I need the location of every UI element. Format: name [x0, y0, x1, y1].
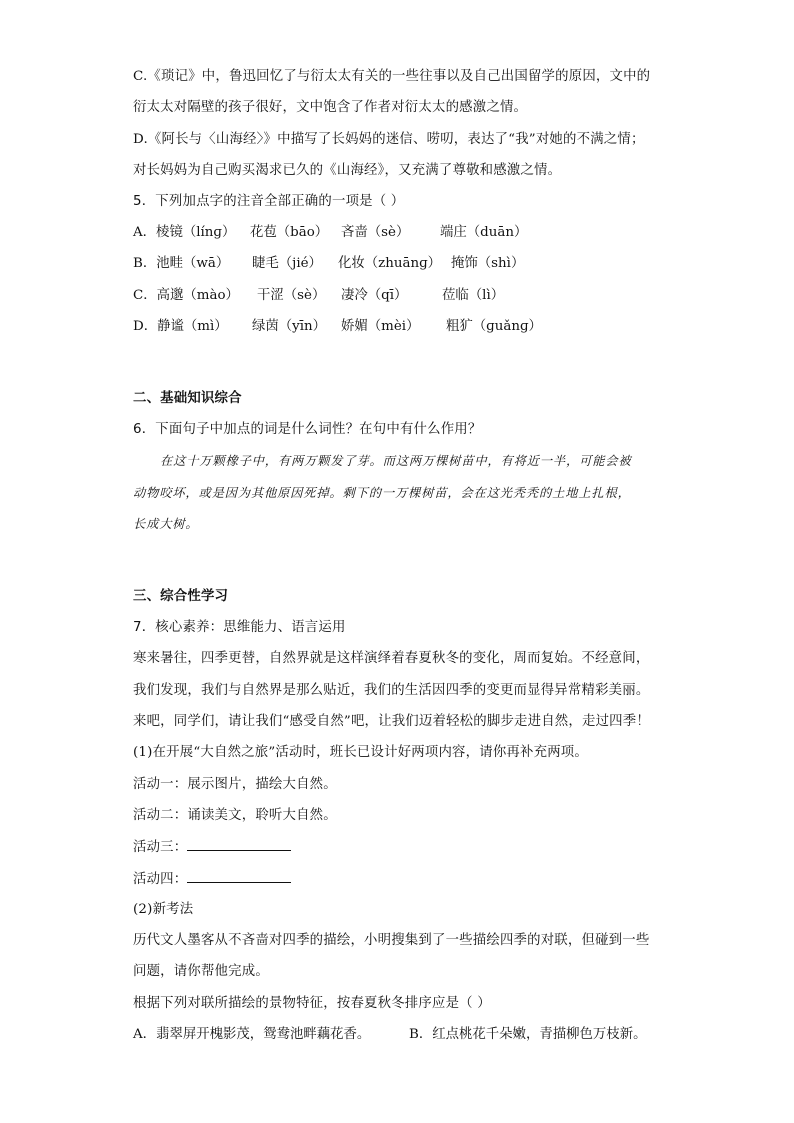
- q5-option-item: 掩饰（shì）: [451, 256, 525, 271]
- q7-para-line-2: 我们发现，我们与自然界是那么贴近，我们的生活因四季的变更而显得异常精彩美丽。: [133, 683, 650, 698]
- activity-3-answer-blank[interactable]: [187, 838, 291, 851]
- q7-subquestion-2: (2)新考法: [133, 902, 194, 917]
- q5-option-item: 凄冷（qī）: [341, 288, 408, 303]
- q5-option-item: 化妆（zhuānɡ）: [338, 256, 442, 271]
- option-d-line-1: D.《阿长与〈山海经〉》中描写了长妈妈的迷信、唠叨，表达了“我”对她的不满之情；: [133, 132, 645, 147]
- activity-4-row: [133, 870, 291, 889]
- q7-para-line-1: 寒来暑往，四季更替，自然界就是这样演绎着春夏秋冬的变化，周而复始。不经意间，: [133, 651, 650, 666]
- q5-option-label: B．池畦（wā）: [133, 256, 230, 271]
- activity-2: 活动二：诵读美文，聆听大自然。: [133, 808, 337, 823]
- q5-option-label: A．棱镜（línɡ）: [133, 225, 236, 240]
- q7-para-line-5: 问题，请你帮他完成。: [133, 964, 269, 979]
- q5-option-item: 花苞（bāo）: [250, 225, 329, 240]
- activity-3-label: 活动三：: [133, 840, 188, 855]
- q5-option-label: D．静谧（mì）: [133, 319, 228, 334]
- q7-subquestion-1: (1)在开展“大自然之旅”活动时，班长已设计好两项内容，请你再补充两项。: [133, 745, 588, 760]
- q7-option-b: B．红点桃花千朵嫩，青描柳色万枝新。: [409, 1027, 647, 1042]
- q5-option-item: 端庄（duān）: [440, 225, 528, 240]
- question-7: 7．核心素养：思维能力、语言运用: [133, 620, 346, 635]
- section-2-title: 二、基础知识综合: [133, 391, 242, 406]
- option-c-line-2: 衍太太对隔壁的孩子很好，文中饱含了作者对衍太太的感激之情。: [133, 100, 528, 115]
- passage-line-3: 长成大树。: [133, 517, 199, 531]
- q5-option-item: 吝啬（sè）: [341, 225, 410, 240]
- passage-line-2: 动物咬坏，或是因为其他原因死掉。剩下的一万棵树苗，会在这光秃秃的土地上扎根，: [133, 486, 631, 500]
- q5-option-item: 干涩（sè）: [257, 288, 326, 303]
- activity-3-row: [133, 838, 291, 857]
- q5-option-item: 睫毛（jié）: [252, 256, 322, 271]
- q7-para-line-6: 根据下列对联所描绘的景物特征，按春夏秋冬排序应是（ ）: [133, 996, 491, 1011]
- q5-option-label: C．高邈（mào）: [133, 288, 239, 303]
- question-5: 5．下列加点字的注音全部正确的一项是（ ）: [133, 194, 405, 209]
- q5-option-item: 粗犷（ɡuǎnɡ）: [446, 319, 542, 334]
- q7-para-line-4: 历代文人墨客从不吝啬对四季的描绘，小明搜集到了一些描绘四季的对联，但碰到一些: [133, 933, 650, 948]
- q5-option-item: 绿茵（yīn）: [252, 319, 327, 334]
- activity-1: 活动一：展示图片，描绘大自然。: [133, 777, 337, 792]
- q7-para-line-3: 来吧，同学们，请让我们“感受自然”吧，让我们迈着轻松的脚步走进自然，走过四季！: [133, 714, 650, 729]
- section-3-title: 三、综合性学习: [133, 589, 229, 604]
- option-d-line-2: 对长妈妈为自己购买渴求已久的《山海经》，又充满了尊敬和感激之情。: [133, 163, 562, 178]
- q7-option-a: A．翡翠屏开槐影茂，鸳鸯池畔藕花香。: [133, 1027, 371, 1042]
- option-c-line-1: C.《琐记》中，鲁迅回忆了与衍太太有关的一些往事以及自己出国留学的原因，文中的: [133, 69, 651, 84]
- activity-4-answer-blank[interactable]: [187, 870, 291, 883]
- q5-option-item: 娇媚（mèi）: [341, 319, 420, 334]
- question-6: 6．下面句子中加点的词是什么词性？在句中有什么作用？: [133, 422, 482, 437]
- activity-4-label: 活动四：: [133, 872, 188, 887]
- passage-line-1: 在这十万颗橡子中，有两万颗发了芽。而这两万棵树苗中，有将近一半，可能会被: [160, 454, 632, 468]
- q5-option-item: 莅临（lì）: [442, 288, 505, 303]
